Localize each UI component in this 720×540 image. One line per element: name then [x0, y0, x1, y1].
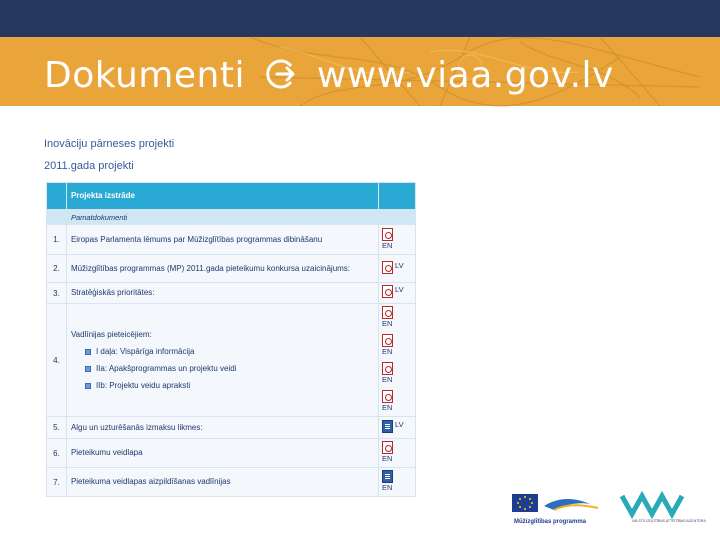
download-pdf-link[interactable]: [382, 334, 412, 358]
download-pdf-link[interactable]: [382, 390, 412, 414]
documents-table: [46, 182, 416, 497]
page-heading-1[interactable]: Inovāciju pārneses projekti: [44, 138, 175, 150]
file-language: EN: [382, 375, 393, 384]
table-row: [47, 468, 416, 497]
pdf-icon: [382, 306, 393, 319]
row-number: 4.: [47, 304, 67, 417]
row-number: 1.: [47, 225, 67, 255]
pdf-icon: [382, 285, 393, 298]
title-left: Dokumenti: [44, 55, 245, 96]
slide-title: [44, 54, 614, 98]
file-language: EN: [382, 347, 393, 356]
table-row: [47, 225, 416, 255]
row-downloads: [379, 225, 416, 255]
header-download-cell: [379, 183, 416, 210]
file-language: LV: [395, 260, 404, 270]
subheader-download-cell: [379, 210, 416, 225]
row-number: 2.: [47, 255, 67, 283]
row-document-link[interactable]: Stratēģiskās prioritātes:: [66, 283, 378, 304]
download-doc-link[interactable]: [382, 420, 412, 436]
row-document-link[interactable]: Vadlīnijas pieteicējiem:: [70, 329, 152, 339]
table-header-row: [47, 183, 416, 210]
row-document-link[interactable]: Pieteikuma veidlapas aizpildīšanas vadlīnijas: [66, 468, 378, 497]
download-pdf-link[interactable]: [382, 306, 412, 330]
row-number: 6.: [47, 439, 67, 468]
list-item-label: IIa: Apakšprogrammas un projektu veidi: [95, 363, 237, 373]
row-document-link[interactable]: Mūžizglītības programmas (MP) 2011.gada pieteikumu konkursa uzaicinājums:: [66, 255, 378, 283]
download-pdf-link[interactable]: [382, 362, 412, 386]
row-number: 3.: [47, 283, 67, 304]
pdf-icon: [382, 334, 393, 347]
download-pdf-link[interactable]: [382, 261, 412, 277]
download-pdf-link[interactable]: [382, 441, 412, 465]
table-row: [47, 283, 416, 304]
row-document-link[interactable]: Eiropas Parlamenta lēmums par Mūžizglītības programmas dibināšanu: [66, 225, 378, 255]
title-url: www.viaa.gov.lv: [316, 55, 614, 96]
viaa-logo-caption: VALSTS IZGLĪTĪBAS ATTĪSTĪBAS AĢENTŪRA: [632, 519, 706, 523]
eu-lifelong-learning-logo: [510, 492, 606, 528]
header-num-cell: [47, 183, 67, 210]
row-number: 5.: [47, 417, 67, 439]
download-pdf-link[interactable]: [382, 285, 412, 301]
table-row: [47, 255, 416, 283]
swoosh-icon: [544, 499, 590, 510]
table-subheader-label: Pamatdokumenti: [66, 210, 378, 225]
pdf-icon: [382, 390, 393, 403]
pdf-icon: [382, 261, 393, 274]
page-heading-2[interactable]: 2011.gada projekti: [44, 160, 134, 172]
file-language: EN: [382, 483, 393, 492]
row-guidelines: [66, 304, 378, 417]
download-doc-link[interactable]: [382, 470, 412, 494]
viaa-mark-icon: [622, 496, 682, 514]
table-subheader-row: [47, 210, 416, 225]
pdf-icon: [382, 228, 393, 241]
file-language: EN: [382, 403, 393, 412]
word-doc-icon: [382, 420, 393, 433]
list-item-label: I daļa: Vispārīga informācija: [95, 346, 195, 356]
table-row: [47, 417, 416, 439]
row-downloads: [379, 255, 416, 283]
file-language: LV: [395, 285, 404, 294]
viaa-logo: [618, 492, 706, 528]
list-item[interactable]: [71, 364, 374, 374]
row-document-link[interactable]: Algu un uzturēšanās izmaksu likmes:: [66, 417, 378, 439]
pdf-icon: [382, 441, 393, 454]
row-downloads: [379, 439, 416, 468]
row-downloads: [379, 417, 416, 439]
bullet-icon: [85, 366, 91, 372]
guidelines-list: [71, 347, 374, 391]
row-downloads: [379, 468, 416, 497]
pdf-icon: [382, 362, 393, 375]
file-language: LV: [395, 419, 404, 429]
file-language: EN: [382, 240, 393, 250]
list-item-label: IIb: Projektu veidu apraksti: [95, 380, 191, 390]
row-downloads: [379, 283, 416, 304]
list-item[interactable]: [71, 381, 374, 391]
row-document-link[interactable]: Pieteikumu veidlapa: [66, 439, 378, 468]
bullet-icon: [85, 383, 91, 389]
download-pdf-link[interactable]: [382, 228, 412, 252]
subheader-num-cell: [47, 210, 67, 225]
row-downloads: [379, 304, 416, 417]
table-row: [47, 439, 416, 468]
file-language: EN: [382, 454, 393, 463]
word-doc-icon: [382, 470, 393, 483]
circled-arrow-right-icon: [263, 56, 299, 92]
table-row: [47, 304, 416, 417]
list-item[interactable]: [71, 347, 374, 357]
bullet-icon: [85, 349, 91, 355]
top-bar: [0, 0, 720, 37]
file-language: EN: [382, 319, 393, 328]
table-header-label: Projekta izstrāde: [66, 183, 378, 210]
eu-logo-caption: Mūžizglītības programma: [514, 519, 587, 525]
row-number: 7.: [47, 468, 67, 497]
